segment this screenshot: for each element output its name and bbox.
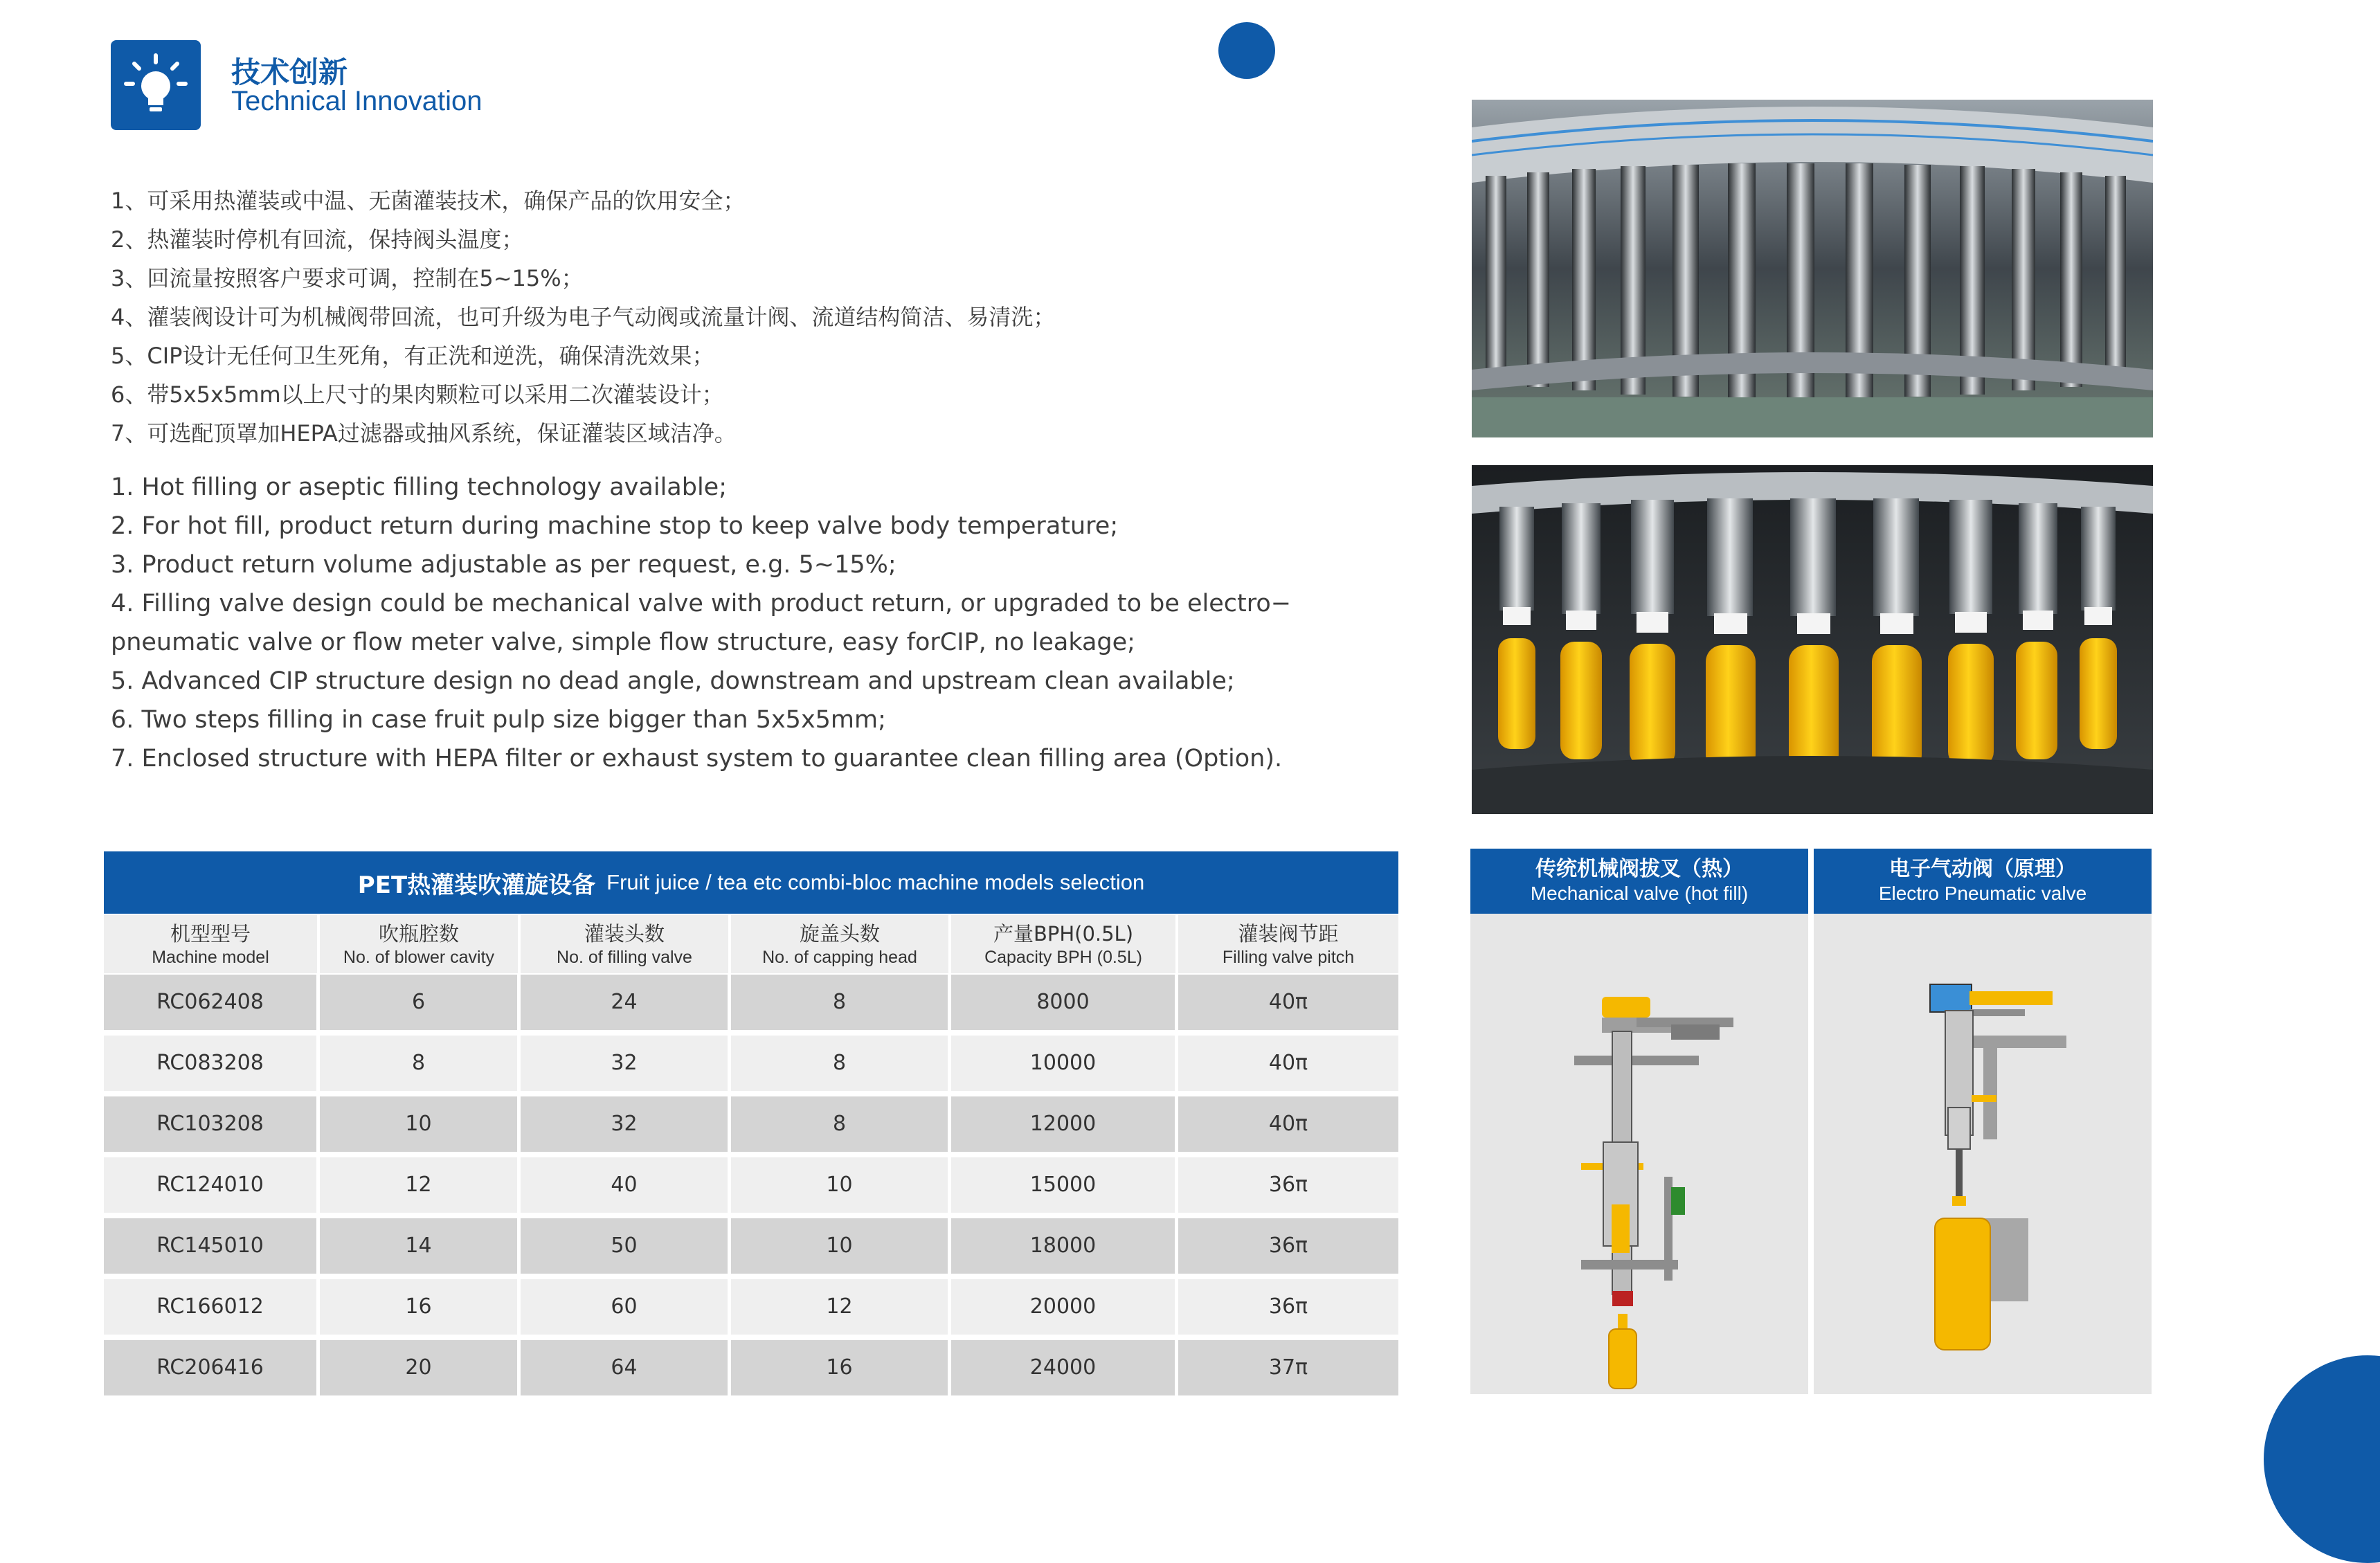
valve-title-cn: 传统机械阀拔叉（热） (1535, 857, 1743, 881)
table-cell: RC206416 (104, 1340, 320, 1395)
table-cell: 18000 (951, 1218, 1178, 1274)
table-row (104, 1279, 1398, 1335)
feature-item-cn: 1、可采用热灌装或中温、无菌灌装技术，确保产品的饮用安全； (111, 188, 746, 214)
lightbulb-icon-badge (111, 40, 201, 130)
table-cell: 8 (731, 975, 951, 1030)
table-cell: 10000 (951, 1036, 1178, 1091)
column-header: 吹瓶腔数 No. of blower cavity (320, 915, 521, 973)
column-header: 灌装头数 No. of filling valve (521, 915, 731, 973)
filling-machine-photo (1472, 100, 2153, 437)
table-cell: 50 (521, 1218, 731, 1274)
feature-item-cn: 7、可选配顶罩加HEPA过滤器或抽风系统，保证灌装区域洁净。 (111, 420, 737, 446)
feature-item-en: 6. Two steps filling in case fruit pulp size bigger than 5x5x5mm; (111, 706, 886, 734)
valve-panel-header (1470, 849, 1808, 914)
feature-item-cn: 5、CIP设计无任何卫生死角，有正洗和逆洗，确保清洗效果； (111, 343, 714, 369)
table-row (104, 1340, 1398, 1395)
table-title-cn: PET热灌装吹灌旋设备 (357, 871, 596, 899)
feature-item-cn: 4、灌装阀设计可为机械阀带回流，也可升级为电子气动阀或流量计阀、流道结构简洁、易清洗； (111, 304, 1056, 330)
table-cell: 24000 (951, 1340, 1178, 1395)
table-cell: 8 (731, 1096, 951, 1152)
table-cell: 24 (521, 975, 731, 1030)
models-table-body (104, 975, 1398, 1401)
juice-bottles-photo (1472, 465, 2153, 814)
table-row (104, 1096, 1398, 1152)
table-cell: RC166012 (104, 1279, 320, 1335)
models-table-title (104, 851, 1398, 914)
table-cell: 37π (1178, 1340, 1398, 1395)
table-cell: 32 (521, 1096, 731, 1152)
table-title-en: Fruit juice / tea etc combi-bloc machine models selection (606, 870, 1145, 894)
table-cell: 40π (1178, 1096, 1398, 1152)
table-cell: RC145010 (104, 1218, 320, 1274)
table-cell: 60 (521, 1279, 731, 1335)
table-row (104, 1157, 1398, 1213)
feature-item-cn: 6、带5x5x5mm以上尺寸的果肉颗粒可以采用二次灌装设计； (111, 381, 724, 408)
table-cell: RC103208 (104, 1096, 320, 1152)
table-cell: 12 (731, 1279, 951, 1335)
table-cell: RC062408 (104, 975, 320, 1030)
feature-list-en (111, 468, 1412, 778)
column-header: 旋盖头数 No. of capping head (731, 915, 951, 973)
table-cell: 10 (320, 1096, 521, 1152)
table-cell: 64 (521, 1340, 731, 1395)
table-cell: 40π (1178, 1036, 1398, 1091)
feature-list-cn (111, 181, 1412, 453)
table-cell: 32 (521, 1036, 731, 1091)
table-cell: 8 (320, 1036, 521, 1091)
electro-pneumatic-valve-diagram (1814, 914, 2152, 1394)
table-cell: 14 (320, 1218, 521, 1274)
table-cell: 36π (1178, 1279, 1398, 1335)
valve-title-en: Electro Pneumatic valve (1878, 883, 2087, 904)
table-cell: 12 (320, 1157, 521, 1213)
valve-panel-header (1814, 849, 2152, 914)
feature-item-en: 4. Filling valve design could be mechanical valve with product return, or upgraded to be electro− (111, 590, 1292, 617)
column-header: 产量BPH(0.5L) Capacity BPH (0.5L) (951, 915, 1178, 973)
valve-title-cn: 电子气动阀（原理） (1889, 857, 2076, 881)
feature-item-en: 7. Enclosed structure with HEPA filter or exhaust system to guarantee clean filling area (Option). (111, 745, 1283, 773)
table-cell: 8 (731, 1036, 951, 1091)
column-header: 机型型号 Machine model (104, 915, 320, 973)
valve-title-en: Mechanical valve (hot fill) (1530, 883, 1749, 904)
mechanical-valve-panel (1470, 849, 1808, 1394)
table-cell: RC124010 (104, 1157, 320, 1213)
table-row (104, 975, 1398, 1030)
table-cell: 6 (320, 975, 521, 1030)
feature-item-cn: 3、回流量按照客户要求可调，控制在5~15%； (111, 265, 584, 291)
table-cell: 36π (1178, 1218, 1398, 1274)
table-cell: 12000 (951, 1096, 1178, 1152)
table-cell: 15000 (951, 1157, 1178, 1213)
feature-item-cn: 2、热灌装时停机有回流，保持阀头温度； (111, 226, 524, 253)
feature-item-en: 2. For hot fill, product return during machine stop to keep valve body temperature; (111, 512, 1119, 540)
feature-item-en: 3. Product return volume adjustable as per request, e.g. 5~15%; (111, 551, 896, 579)
table-cell: 40π (1178, 975, 1398, 1030)
table-cell: 8000 (951, 975, 1178, 1030)
table-cell: 20000 (951, 1279, 1178, 1335)
table-cell: 10 (731, 1157, 951, 1213)
table-cell: 20 (320, 1340, 521, 1395)
section-title-en: Technical Innovation (231, 86, 483, 116)
feature-item-en: 5. Advanced CIP structure design no dead angle, downstream and upstream clean available; (111, 667, 1235, 695)
feature-item-en: 1. Hot filling or aseptic filling technology available; (111, 473, 728, 501)
table-cell: 36π (1178, 1157, 1398, 1213)
electro-pneumatic-valve-panel (1814, 849, 2152, 1394)
section-title-cn: 技术创新 (231, 55, 348, 89)
table-row (104, 1218, 1398, 1274)
feature-item-en: pneumatic valve or flow meter valve, simple flow structure, easy forCIP, no leakage; (111, 629, 1135, 656)
lightbulb-icon (111, 40, 201, 130)
table-cell: 16 (320, 1279, 521, 1335)
table-cell: 16 (731, 1340, 951, 1395)
table-cell: 40 (521, 1157, 731, 1213)
table-cell: 10 (731, 1218, 951, 1274)
table-cell: RC083208 (104, 1036, 320, 1091)
table-row (104, 1036, 1398, 1091)
mechanical-valve-diagram (1470, 914, 1808, 1394)
column-header: 灌装阀节距 Filling valve pitch (1222, 922, 1355, 967)
table-header-row (104, 915, 1398, 973)
decorative-dot (1218, 22, 1275, 79)
decorative-corner-circle (2264, 1355, 2380, 1563)
